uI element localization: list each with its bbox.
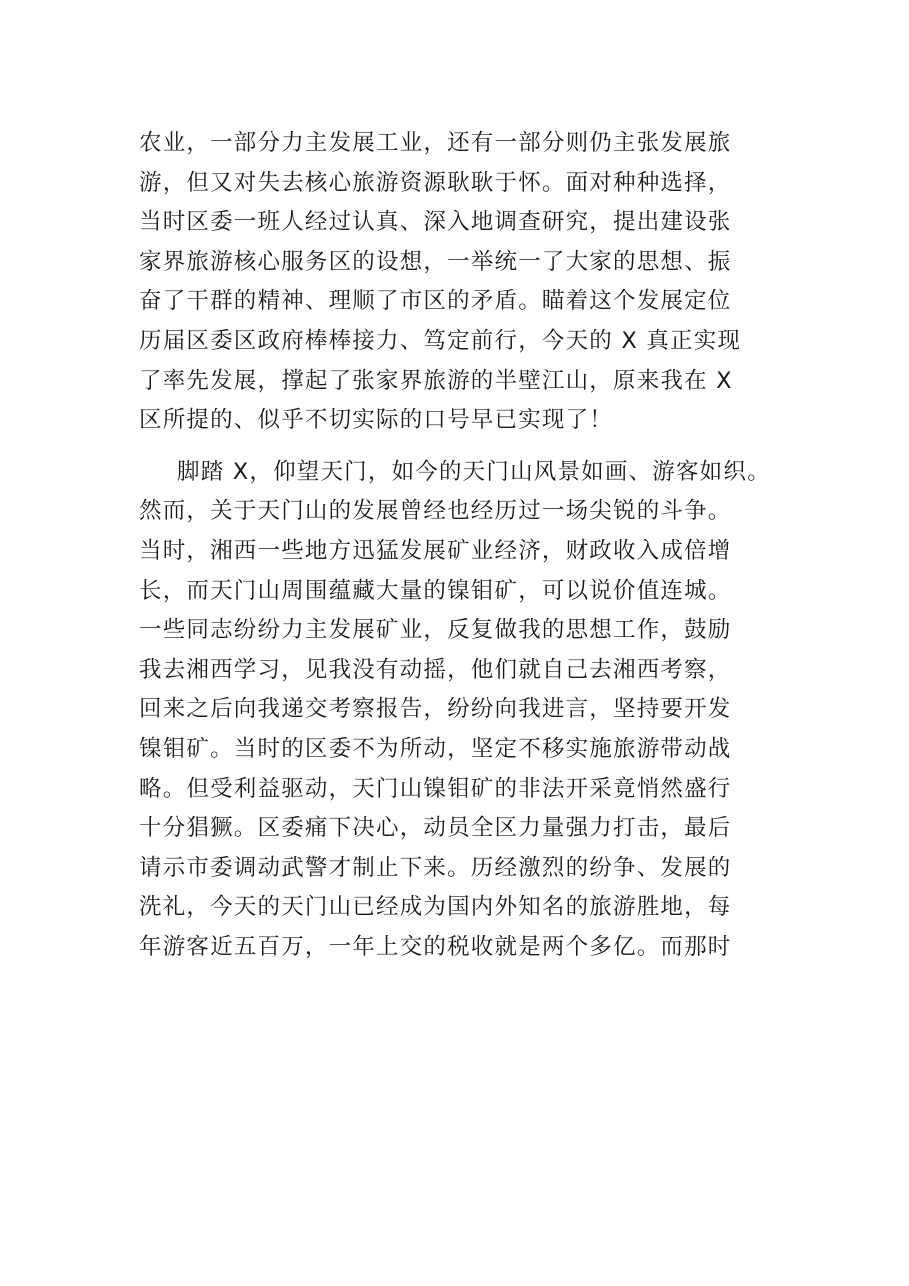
text-line: 十分猖獗。区委痛下决心，动员全区力量强力打击，最后	[139, 815, 732, 842]
text-line: 洗礼，今天的天门山已经成为国内外知名的旅游胜地，每	[139, 894, 732, 921]
text-line: 当时，湘西一些地方迅猛发展矿业经济，财政收入成倍增	[139, 537, 732, 564]
text-line-indented: 脚踏 X，仰望天门，如今的天门山风景如画、游客如织。	[177, 458, 771, 485]
text-line: 奋了干群的精神、理顺了市区的矛盾。瞄着这个发展定位	[139, 288, 732, 315]
text-line: 长，而天门山周围蕴藏大量的镍钼矿，可以说价值连城。	[139, 577, 732, 604]
text-line: 家界旅游核心服务区的设想，一举统一了大家的思想、振	[139, 248, 732, 275]
paragraph-1	[139, 124, 799, 441]
text-line: 历届区委区政府棒棒接力、笃定前行，今天的 X 真正实现	[139, 327, 742, 354]
document-body	[139, 124, 799, 967]
text-line: 当时区委一班人经过认真、深入地调查研究，提出建设张	[139, 209, 732, 236]
text-line: 游，但又对失去核心旅游资源耿耿于怀。面对种种选择，	[139, 169, 732, 196]
text-line: 然而，关于天门山的发展曾经也经历过一场尖锐的斗争。	[139, 498, 732, 525]
text-line: 请示市委调动武警才制止下来。历经激烈的纷争、发展的	[139, 854, 732, 881]
text-line: 区所提的、似乎不切实际的口号早已实现了！	[139, 407, 614, 434]
text-line: 略。但受利益驱动，天门山镍钼矿的非法开采竟悄然盛行	[139, 775, 732, 802]
text-line: 农业，一部分力主发展工业，还有一部分则仍主张发展旅	[139, 130, 732, 156]
text-line: 年游客近五百万，一年上交的税收就是两个多亿。而那时	[139, 933, 732, 960]
text-line: 回来之后向我递交考察报告，纷纷向我进言，坚持要开发	[139, 696, 732, 723]
text-line: 一些同志纷纷力主发展矿业，反复做我的思想工作，鼓励	[139, 617, 732, 644]
paragraph-2	[139, 453, 799, 968]
text-line: 了率先发展，撑起了张家界旅游的半壁江山，原来我在 X	[139, 367, 733, 394]
text-line: 我去湘西学习，见我没有动摇，他们就自己去湘西考察，	[139, 656, 732, 683]
text-line: 镍钼矿。当时的区委不为所动，坚定不移实施旅游带动战	[139, 735, 732, 762]
